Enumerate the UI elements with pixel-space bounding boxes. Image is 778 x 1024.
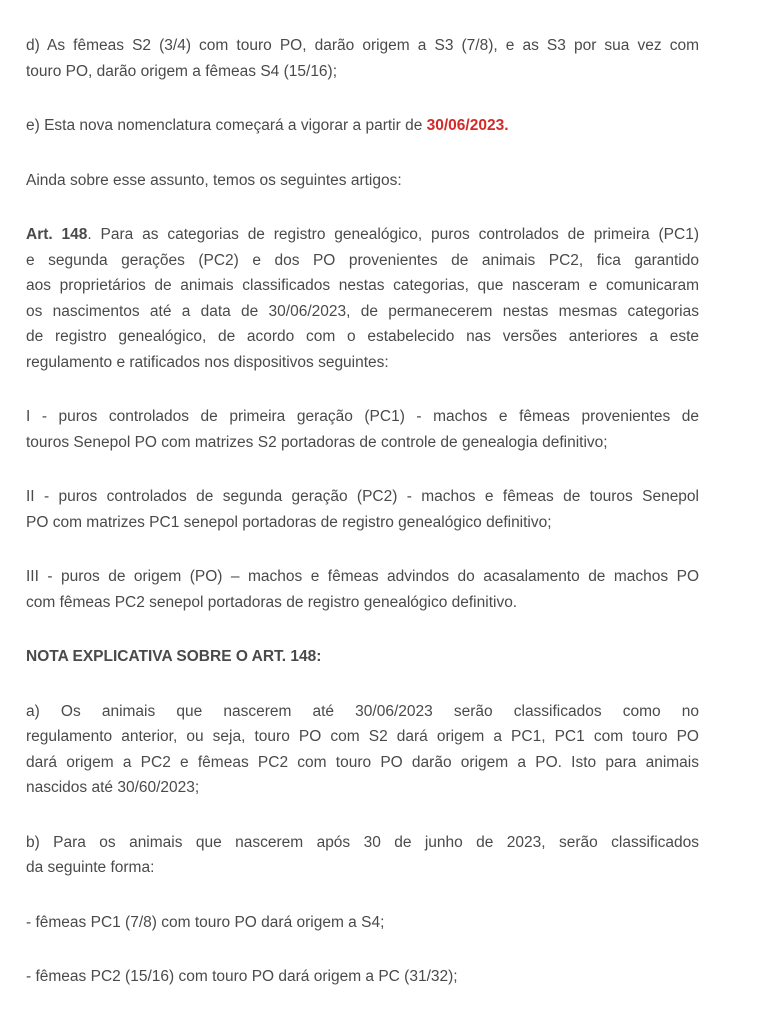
document-page [26, 33, 699, 990]
item-i-line-1: I - puros controlados de primeira geração (PC1) - machos e fêmeas provenientes de [26, 408, 699, 425]
bullet-2: - fêmeas PC2 (15/16) com touro PO dará origem a PC (31/32); [26, 968, 458, 985]
paragraph-d [26, 33, 699, 84]
paragraph-item-i [26, 404, 699, 455]
art-148-line-5: de registro genealógico, de acordo com o estabelecido nas versões anteriores a este [26, 328, 699, 345]
art-148-line-1-text: . Para as categorias de registro genealógico, puros controlados de primeira (PC1) [87, 226, 699, 243]
bullet-1: - fêmeas PC1 (7/8) com touro PO dará origem a S4; [26, 913, 385, 931]
art-148-line-6: regulamento e ratificados nos dispositivos seguintes: [26, 353, 389, 371]
item-iii-line-1: III - puros de origem (PO) – machos e fêmeas advindos do acasalamento de machos PO [26, 568, 699, 585]
art-148-line-2: e segunda gerações (PC2) e dos PO provenientes de animais PC2, fica garantido [26, 251, 699, 269]
paragraph-item-iii [26, 564, 699, 615]
nota-a-line-4: nascidos até 30/60/2023; [26, 779, 200, 796]
item-i-line-2: touros Senepol PO com matrizes S2 portadoras de controle de genealogia definitivo; [26, 433, 608, 451]
paragraph-nota-b [26, 830, 699, 881]
art-148-line-3: aos proprietários de animais classificados nestas categorias, que nasceram e comunicaram [26, 277, 699, 294]
paragraph-e-date: 30/06/2023. [426, 117, 509, 134]
paragraph-intro: Ainda sobre esse assunto, temos os seguintes artigos: [26, 171, 402, 189]
nota-b-line-1: b) Para os animais que nascerem após 30 de junho de 2023, serão classificados [26, 833, 699, 851]
paragraph-item-ii [26, 484, 699, 535]
paragraph-art-148 [26, 222, 699, 375]
paragraph-e-text: e) Esta nova nomenclatura começará a vigorar a partir de [26, 117, 427, 134]
item-ii-line-1: II - puros controlados de segunda geração (PC2) - machos e fêmeas de touros Senepol [26, 488, 699, 505]
art-148-line-1 [26, 222, 699, 248]
nota-a-line-3: dará origem a PC2 e fêmeas PC2 com touro PO darão origem a PO. Isto para animais [26, 753, 699, 771]
art-148-label: Art. 148 [26, 226, 88, 243]
item-ii-line-2: PO com matrizes PC1 senepol portadoras de registro genealógico definitivo; [26, 513, 552, 531]
paragraph-d-line-1: d) As fêmeas S2 (3/4) com touro PO, darão origem a S3 (7/8), e as S3 por sua vez com [26, 37, 699, 54]
nota-a-line-2: regulamento anterior, ou seja, touro PO com S2 dará origem a PC1, PC1 com touro PO [26, 728, 699, 745]
paragraph-e [26, 113, 699, 139]
nota-a-line-1: a) Os animais que nascerem até 30/06/2023 serão classificados como no [26, 702, 699, 720]
paragraph-d-line-2: touro PO, darão origem a fêmeas S4 (15/16); [26, 62, 338, 80]
art-148-line-4: os nascimentos até a data de 30/06/2023, de permanecerem nestas mesmas categorias [26, 302, 699, 320]
item-iii-line-2: com fêmeas PC2 senepol portadoras de registro genealógico definitivo. [26, 593, 518, 611]
nota-heading: NOTA EXPLICATIVA SOBRE O ART. 148: [26, 648, 322, 665]
nota-b-line-2: da seguinte forma: [26, 859, 155, 876]
paragraph-nota-a [26, 699, 699, 801]
